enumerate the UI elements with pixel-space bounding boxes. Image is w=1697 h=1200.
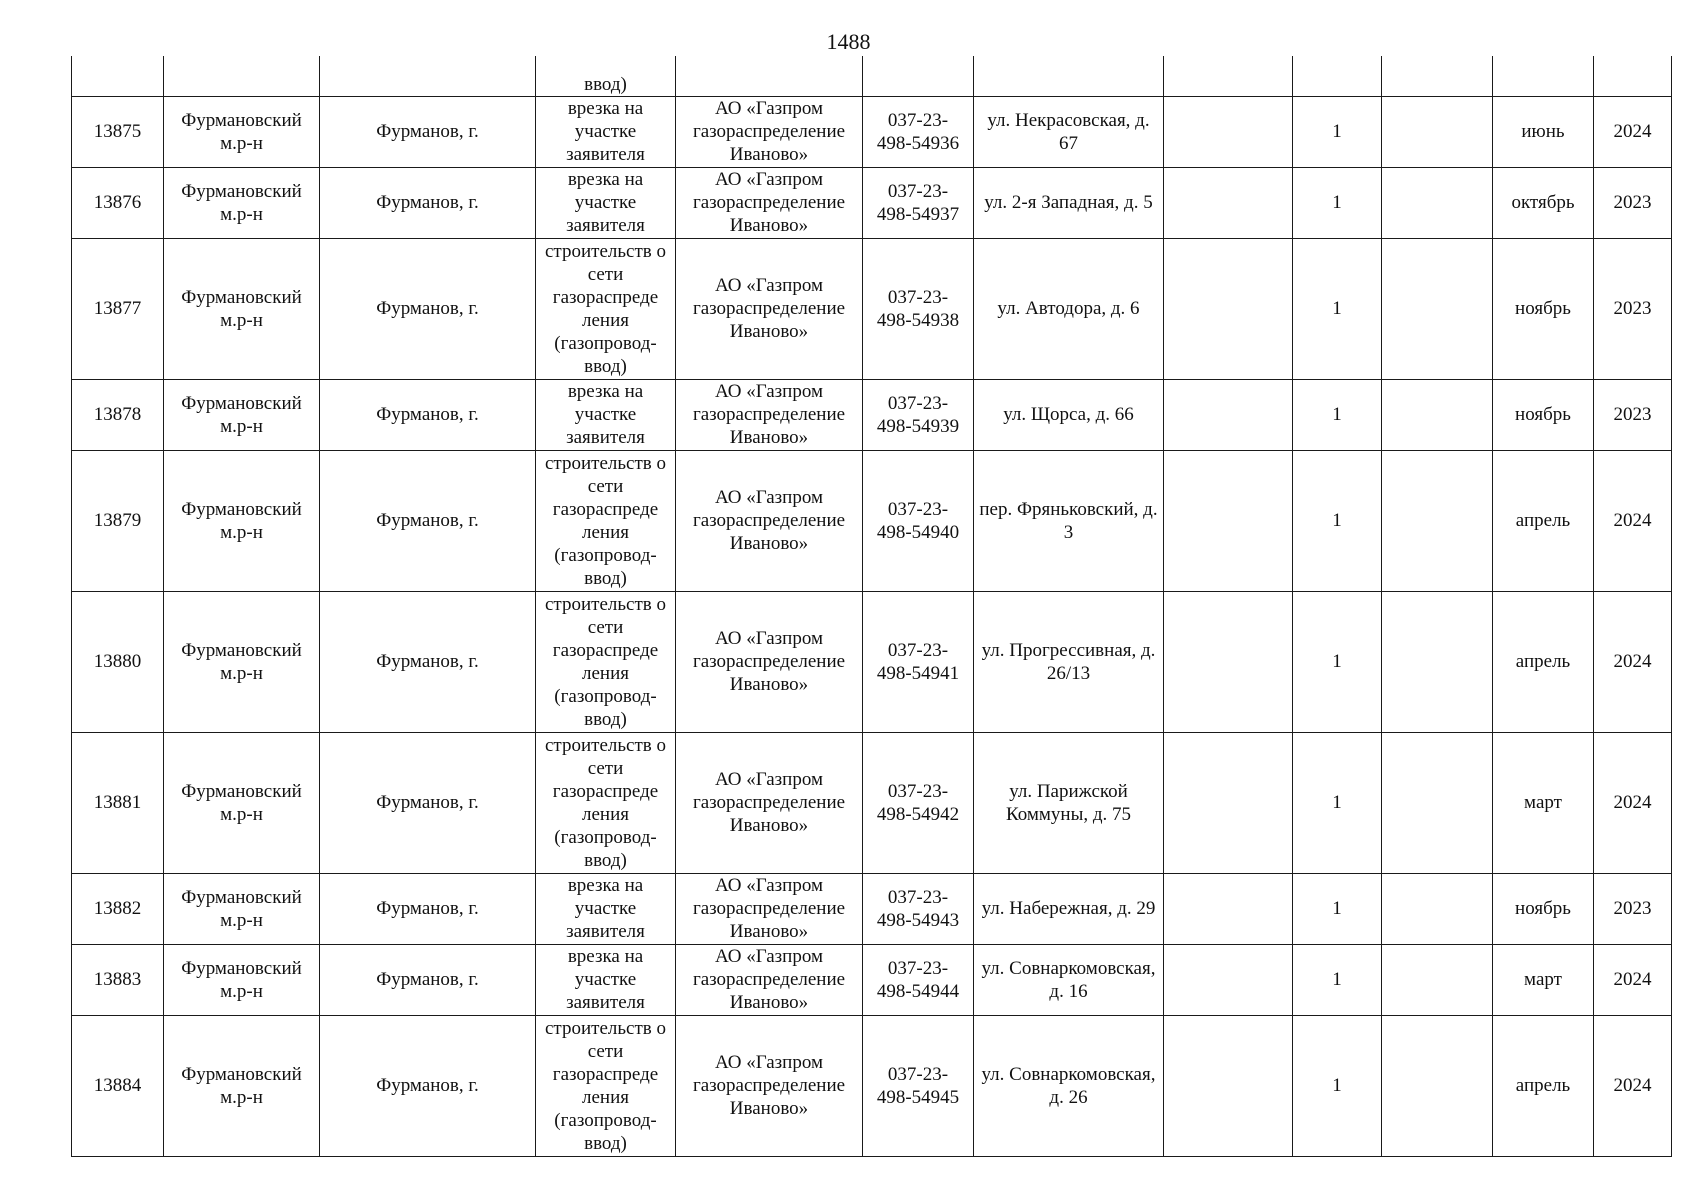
cell-count: 1 [1293, 944, 1382, 1015]
cell-empty-8 [1164, 238, 1293, 379]
cell-district: Фурмановский м.р-н [164, 944, 320, 1015]
cell-work-type: врезка на участке заявителя [536, 96, 676, 167]
cell-work-type: строительств о сети газораспреде ления (газопровод-ввод) [536, 1015, 676, 1156]
cell-work-type: строительств о сети газораспреде ления (газопровод-ввод) [536, 450, 676, 591]
cell-month: апрель [1493, 1015, 1594, 1156]
cell-city: Фурманов, г. [320, 379, 536, 450]
cell-year: 2024 [1594, 591, 1672, 732]
cell-city: Фурманов, г. [320, 238, 536, 379]
cell-empty-8 [1164, 591, 1293, 732]
cell-district: Фурмановский м.р-н [164, 96, 320, 167]
cell-id: 13881 [72, 732, 164, 873]
cell-empty-10 [1382, 732, 1493, 873]
cell-work-type: врезка на участке заявителя [536, 944, 676, 1015]
cell-city: Фурманов, г. [320, 873, 536, 944]
cell-empty-8 [1164, 167, 1293, 238]
cell-organization: АО «Газпром газораспределение Иваново» [676, 732, 863, 873]
cell-code: 037-23- 498-54941 [863, 591, 974, 732]
cell-empty-8 [1164, 379, 1293, 450]
cell-city: Фурманов, г. [320, 1015, 536, 1156]
table-row [72, 167, 1672, 238]
cell-count: 1 [1293, 167, 1382, 238]
cell-address: ул. Совнаркомовская, д. 16 [974, 944, 1164, 1015]
cell-count: 1 [1293, 732, 1382, 873]
cell-empty-8 [1164, 873, 1293, 944]
cell-address: ул. Прогрессивная, д. 26/13 [974, 591, 1164, 732]
cell-code: 037-23- 498-54939 [863, 379, 974, 450]
cell-district: Фурмановский м.р-н [164, 450, 320, 591]
cell-count: 1 [1293, 450, 1382, 591]
cell-address: ул. Совнаркомовская, д. 26 [974, 1015, 1164, 1156]
cell-count: 1 [1293, 873, 1382, 944]
cell-city: Фурманов, г. [320, 167, 536, 238]
cell-code: 037-23- 498-54940 [863, 450, 974, 591]
continuation-type-cell: ввод) [536, 56, 676, 96]
cell-empty-10 [1382, 591, 1493, 732]
cell-empty-10 [1382, 379, 1493, 450]
cell-id: 13876 [72, 167, 164, 238]
cell-city: Фурманов, г. [320, 96, 536, 167]
cell-address: ул. 2-я Западная, д. 5 [974, 167, 1164, 238]
cell-code: 037-23- 498-54937 [863, 167, 974, 238]
cell-district: Фурмановский м.р-н [164, 591, 320, 732]
cell-district: Фурмановский м.р-н [164, 732, 320, 873]
cell-organization: АО «Газпром газораспределение Иваново» [676, 450, 863, 591]
cell-code: 037-23- 498-54943 [863, 873, 974, 944]
cell-month: июнь [1493, 96, 1594, 167]
cell-city: Фурманов, г. [320, 591, 536, 732]
cell-work-type: врезка на участке заявителя [536, 167, 676, 238]
cell-year: 2023 [1594, 379, 1672, 450]
cell-organization: АО «Газпром газораспределение Иваново» [676, 379, 863, 450]
continuation-row [72, 56, 1672, 96]
cell-empty-8 [1164, 96, 1293, 167]
cell-empty-8 [1164, 944, 1293, 1015]
cell-year: 2024 [1594, 944, 1672, 1015]
cell-year: 2024 [1594, 96, 1672, 167]
cell-organization: АО «Газпром газораспределение Иваново» [676, 167, 863, 238]
cell-year: 2024 [1594, 450, 1672, 591]
cell-count: 1 [1293, 238, 1382, 379]
cell-organization: АО «Газпром газораспределение Иваново» [676, 591, 863, 732]
cell-organization: АО «Газпром газораспределение Иваново» [676, 96, 863, 167]
cell-district: Фурмановский м.р-н [164, 379, 320, 450]
cell-code: 037-23- 498-54945 [863, 1015, 974, 1156]
cell-district: Фурмановский м.р-н [164, 1015, 320, 1156]
cell-work-type: врезка на участке заявителя [536, 379, 676, 450]
cell-count: 1 [1293, 96, 1382, 167]
cell-address: пер. Фряньковский, д. 3 [974, 450, 1164, 591]
cell-empty-8 [1164, 1015, 1293, 1156]
table-row [72, 732, 1672, 873]
table-row [72, 1015, 1672, 1156]
cell-count: 1 [1293, 591, 1382, 732]
cell-empty-8 [1164, 732, 1293, 873]
cell-city: Фурманов, г. [320, 944, 536, 1015]
cell-id: 13883 [72, 944, 164, 1015]
cell-month: март [1493, 944, 1594, 1015]
cell-year: 2024 [1594, 732, 1672, 873]
cell-work-type: строительств о сети газораспреде ления (газопровод-ввод) [536, 732, 676, 873]
cell-count: 1 [1293, 379, 1382, 450]
cell-id: 13878 [72, 379, 164, 450]
cell-empty-10 [1382, 1015, 1493, 1156]
page-number: 1488 [826, 29, 871, 54]
cell-year: 2023 [1594, 873, 1672, 944]
table-row [72, 238, 1672, 379]
cell-month: апрель [1493, 450, 1594, 591]
cell-month: март [1493, 732, 1594, 873]
cell-organization: АО «Газпром газораспределение Иваново» [676, 1015, 863, 1156]
cell-id: 13882 [72, 873, 164, 944]
cell-empty-10 [1382, 944, 1493, 1015]
cell-empty-10 [1382, 96, 1493, 167]
cell-work-type: строительств о сети газораспреде ления (газопровод-ввод) [536, 238, 676, 379]
cell-id: 13879 [72, 450, 164, 591]
cell-address: ул. Автодора, д. 6 [974, 238, 1164, 379]
table-row [72, 96, 1672, 167]
cell-address: ул. Щорса, д. 66 [974, 379, 1164, 450]
cell-work-type: врезка на участке заявителя [536, 873, 676, 944]
cell-id: 13875 [72, 96, 164, 167]
cell-city: Фурманов, г. [320, 732, 536, 873]
table-row [72, 379, 1672, 450]
cell-organization: АО «Газпром газораспределение Иваново» [676, 944, 863, 1015]
cell-code: 037-23- 498-54942 [863, 732, 974, 873]
cell-id: 13884 [72, 1015, 164, 1156]
cell-empty-8 [1164, 450, 1293, 591]
cell-work-type: строительств о сети газораспреде ления (газопровод-ввод) [536, 591, 676, 732]
table-row [72, 944, 1672, 1015]
cell-id: 13880 [72, 591, 164, 732]
cell-year: 2023 [1594, 238, 1672, 379]
cell-code: 037-23- 498-54938 [863, 238, 974, 379]
cell-empty-10 [1382, 167, 1493, 238]
cell-year: 2023 [1594, 167, 1672, 238]
cell-year: 2024 [1594, 1015, 1672, 1156]
table-row [72, 591, 1672, 732]
cell-city: Фурманов, г. [320, 450, 536, 591]
cell-district: Фурмановский м.р-н [164, 873, 320, 944]
cell-count: 1 [1293, 1015, 1382, 1156]
cell-district: Фурмановский м.р-н [164, 238, 320, 379]
cell-organization: АО «Газпром газораспределение Иваново» [676, 873, 863, 944]
cell-address: ул. Набережная, д. 29 [974, 873, 1164, 944]
cell-id: 13877 [72, 238, 164, 379]
cell-address: ул. Парижской Коммуны, д. 75 [974, 732, 1164, 873]
cell-month: апрель [1493, 591, 1594, 732]
table-row [72, 873, 1672, 944]
cell-code: 037-23- 498-54944 [863, 944, 974, 1015]
cell-empty-10 [1382, 873, 1493, 944]
cell-code: 037-23- 498-54936 [863, 96, 974, 167]
cell-address: ул. Некрасовская, д. 67 [974, 96, 1164, 167]
table-row [72, 450, 1672, 591]
cell-empty-10 [1382, 238, 1493, 379]
cell-empty-10 [1382, 450, 1493, 591]
cell-month: октябрь [1493, 167, 1594, 238]
cell-district: Фурмановский м.р-н [164, 167, 320, 238]
cell-month: ноябрь [1493, 379, 1594, 450]
cell-month: ноябрь [1493, 238, 1594, 379]
gas-connection-table [71, 56, 1672, 1157]
cell-month: ноябрь [1493, 873, 1594, 944]
cell-organization: АО «Газпром газораспределение Иваново» [676, 238, 863, 379]
